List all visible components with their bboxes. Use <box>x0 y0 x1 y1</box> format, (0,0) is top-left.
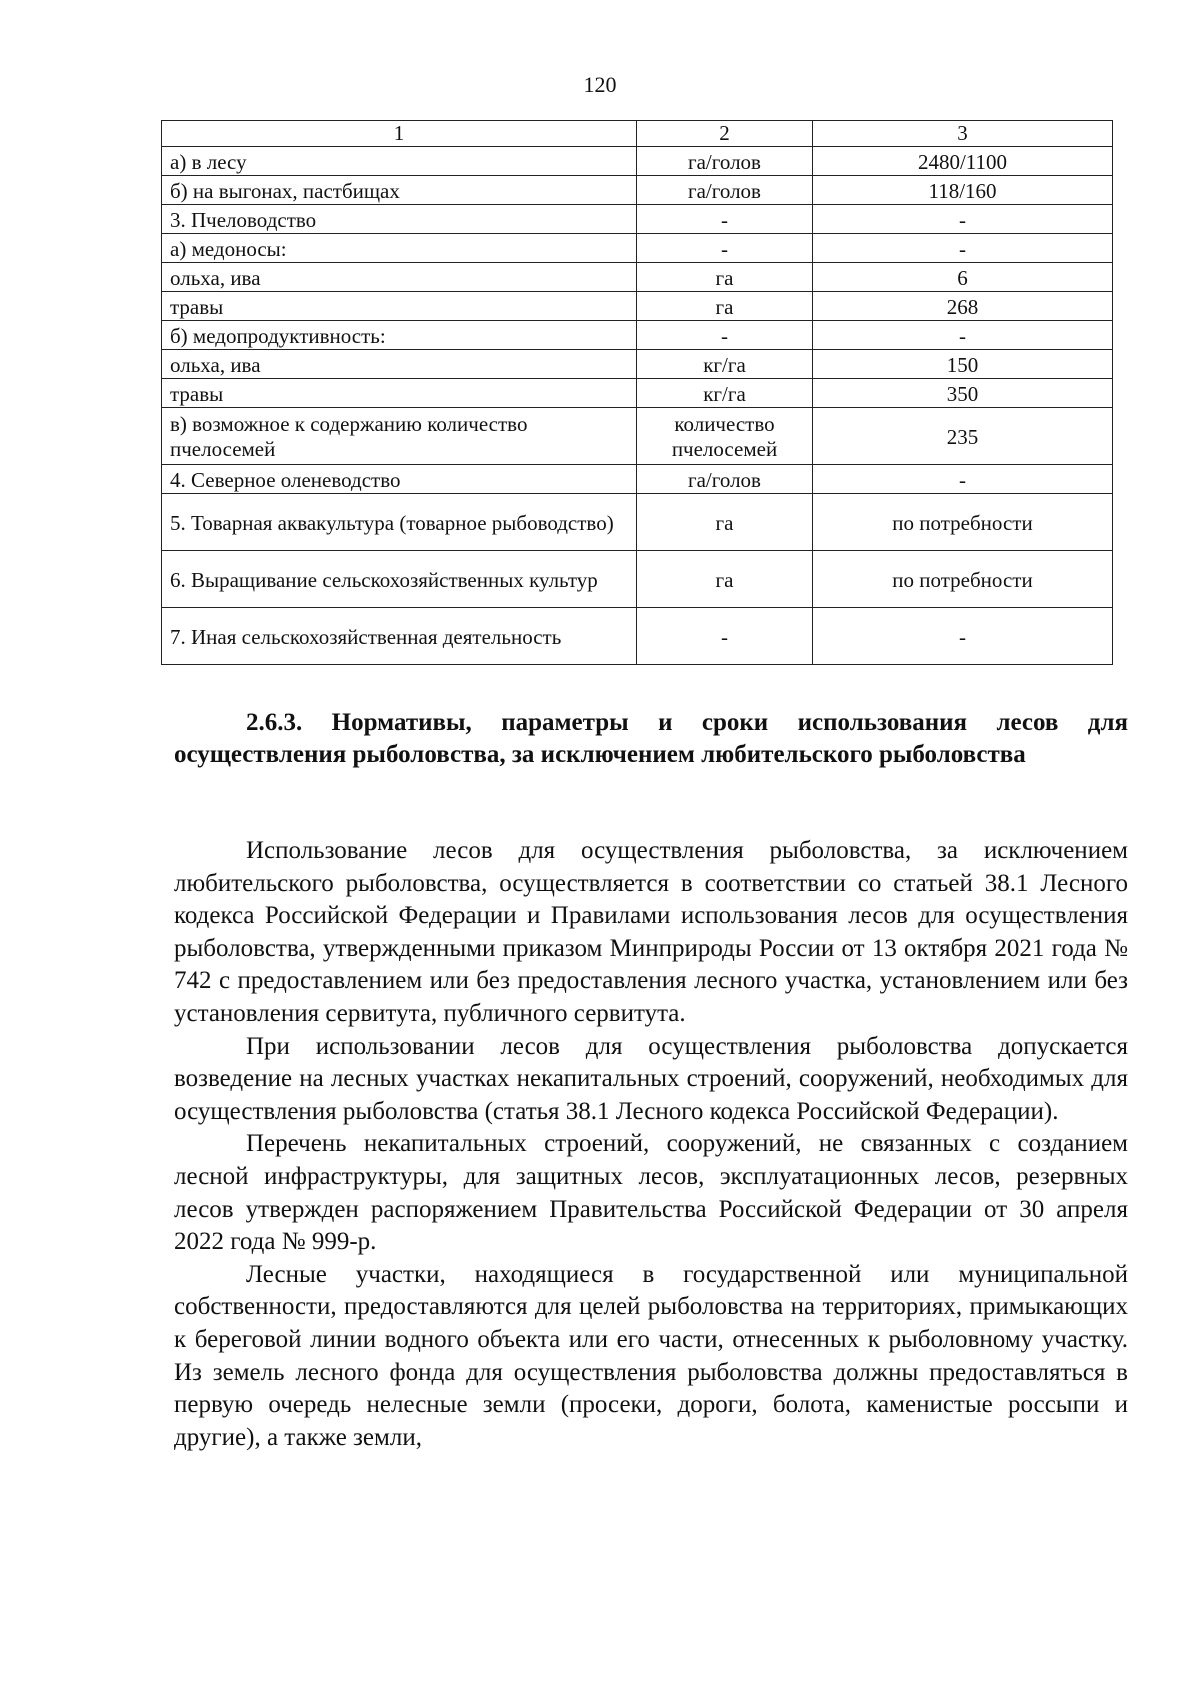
table-row <box>162 350 1113 379</box>
table-cell-value: - <box>813 321 1113 350</box>
table-row <box>162 551 1113 608</box>
page-number: 120 <box>583 72 617 97</box>
table-cell-unit: га <box>637 263 813 292</box>
table-header-row <box>162 121 1113 147</box>
table-cell-name: травы <box>162 292 637 321</box>
table-cell-value: - <box>813 465 1113 494</box>
table-cell-name: травы <box>162 379 637 408</box>
table-row <box>162 292 1113 321</box>
table-row <box>162 465 1113 494</box>
paragraph: Перечень некапитальных строений, сооружений, не связанных с созданием лесной инфраструктуры, для защитных лесов, эксплуатационных лесов, резервных лесов утвержден распоряжением Правительства Российской Федерации от 30 апреля 2022 года № 999-р. <box>174 1130 1128 1256</box>
table-row <box>162 321 1113 350</box>
table-row <box>162 205 1113 234</box>
table-header-cell: 1 <box>162 121 637 147</box>
table-cell-unit: га/голов <box>637 176 813 205</box>
table-row <box>162 176 1113 205</box>
table-cell-name: 4. Северное оленеводство <box>162 465 637 494</box>
table-cell-name: а) в лесу <box>162 147 637 176</box>
table-cell-name: 3. Пчеловодство <box>162 205 637 234</box>
paragraph: При использовании лесов для осуществления рыболовства допускается возведение на лесных участках некапитальных строений, сооружений, необходимых для осуществления рыболовства (статья 38.1 Лесного кодекса Российской Федерации). <box>174 1032 1128 1125</box>
table-row <box>162 147 1113 176</box>
table-cell-unit: - <box>637 234 813 263</box>
table-cell-value: - <box>813 234 1113 263</box>
table-row <box>162 408 1113 465</box>
table-cell-value: - <box>813 608 1113 665</box>
table-cell-unit: количество пчелосемей <box>637 408 813 465</box>
table-cell-unit: кг/га <box>637 379 813 408</box>
table-header-cell: 2 <box>637 121 813 147</box>
table-cell-unit: га/голов <box>637 147 813 176</box>
table-cell-value: 235 <box>813 408 1113 465</box>
table-cell-name: б) на выгонах, пастбищах <box>162 176 637 205</box>
table-cell-name: ольха, ива <box>162 350 637 379</box>
table-cell-unit: га <box>637 292 813 321</box>
table-cell-name: в) возможное к содержанию количество пчелосемей <box>162 408 637 465</box>
table-cell-unit: га/голов <box>637 465 813 494</box>
data-table <box>161 120 1113 665</box>
table-row <box>162 234 1113 263</box>
table-cell-name: ольха, ива <box>162 263 637 292</box>
table-row <box>162 379 1113 408</box>
table-cell-value: по потребности <box>813 494 1113 551</box>
table-cell-unit: кг/га <box>637 350 813 379</box>
table-cell-value: по потребности <box>813 551 1113 608</box>
paragraph: Лесные участки, находящиеся в государственной или муниципальной собственности, предоставляются для целей рыболовства на территориях, примыкающих к береговой линии водного объекта или его части, отнесенных к рыболовному участку. Из земель лесного фонда для осуществления рыболовства должны предоставляться в первую очередь нелесные земли (просеки, дороги, болота, каменистые россыпи и другие), а также земли, <box>174 1260 1128 1451</box>
table-cell-value: 268 <box>813 292 1113 321</box>
table-cell-unit: га <box>637 551 813 608</box>
table-cell-value: 150 <box>813 350 1113 379</box>
table-cell-unit: га <box>637 494 813 551</box>
table-cell-unit: - <box>637 205 813 234</box>
paragraph: Использование лесов для осуществления рыболовства, за исключением любительского рыболовства, осуществляется в соответствии со статьей 38.1 Лесного кодекса Российской Федерации и Правилами использования лесов для осуществления рыболовства, утвержденными приказом Минприроды России от 13 октября 2021 года № 742 с предоставлением или без предоставления лесного участка, установлением или без установления сервитута, публичного сервитута. <box>174 837 1128 1027</box>
body-text <box>174 835 1128 1454</box>
table-header-cell: 3 <box>813 121 1113 147</box>
table-cell-unit: - <box>637 321 813 350</box>
table-cell-name: б) медопродуктивность: <box>162 321 637 350</box>
section-heading: 2.6.3. Нормативы, параметры и сроки использования лесов для осуществления рыболовства, за исключением любительского рыболовства <box>174 709 1128 768</box>
table-cell-unit: - <box>637 608 813 665</box>
table-cell-value: 118/160 <box>813 176 1113 205</box>
table-row <box>162 263 1113 292</box>
table-cell-value: 350 <box>813 379 1113 408</box>
table-cell-name: 7. Иная сельскохозяйственная деятельность <box>162 608 637 665</box>
table-cell-value: 2480/1100 <box>813 147 1113 176</box>
table-cell-name: а) медоносы: <box>162 234 637 263</box>
table-row <box>162 494 1113 551</box>
table-row <box>162 608 1113 665</box>
table-cell-value: 6 <box>813 263 1113 292</box>
table-cell-name: 6. Выращивание сельскохозяйственных культур <box>162 551 637 608</box>
table-cell-name: 5. Товарная аквакультура (товарное рыбоводство) <box>162 494 637 551</box>
table-cell-value: - <box>813 205 1113 234</box>
